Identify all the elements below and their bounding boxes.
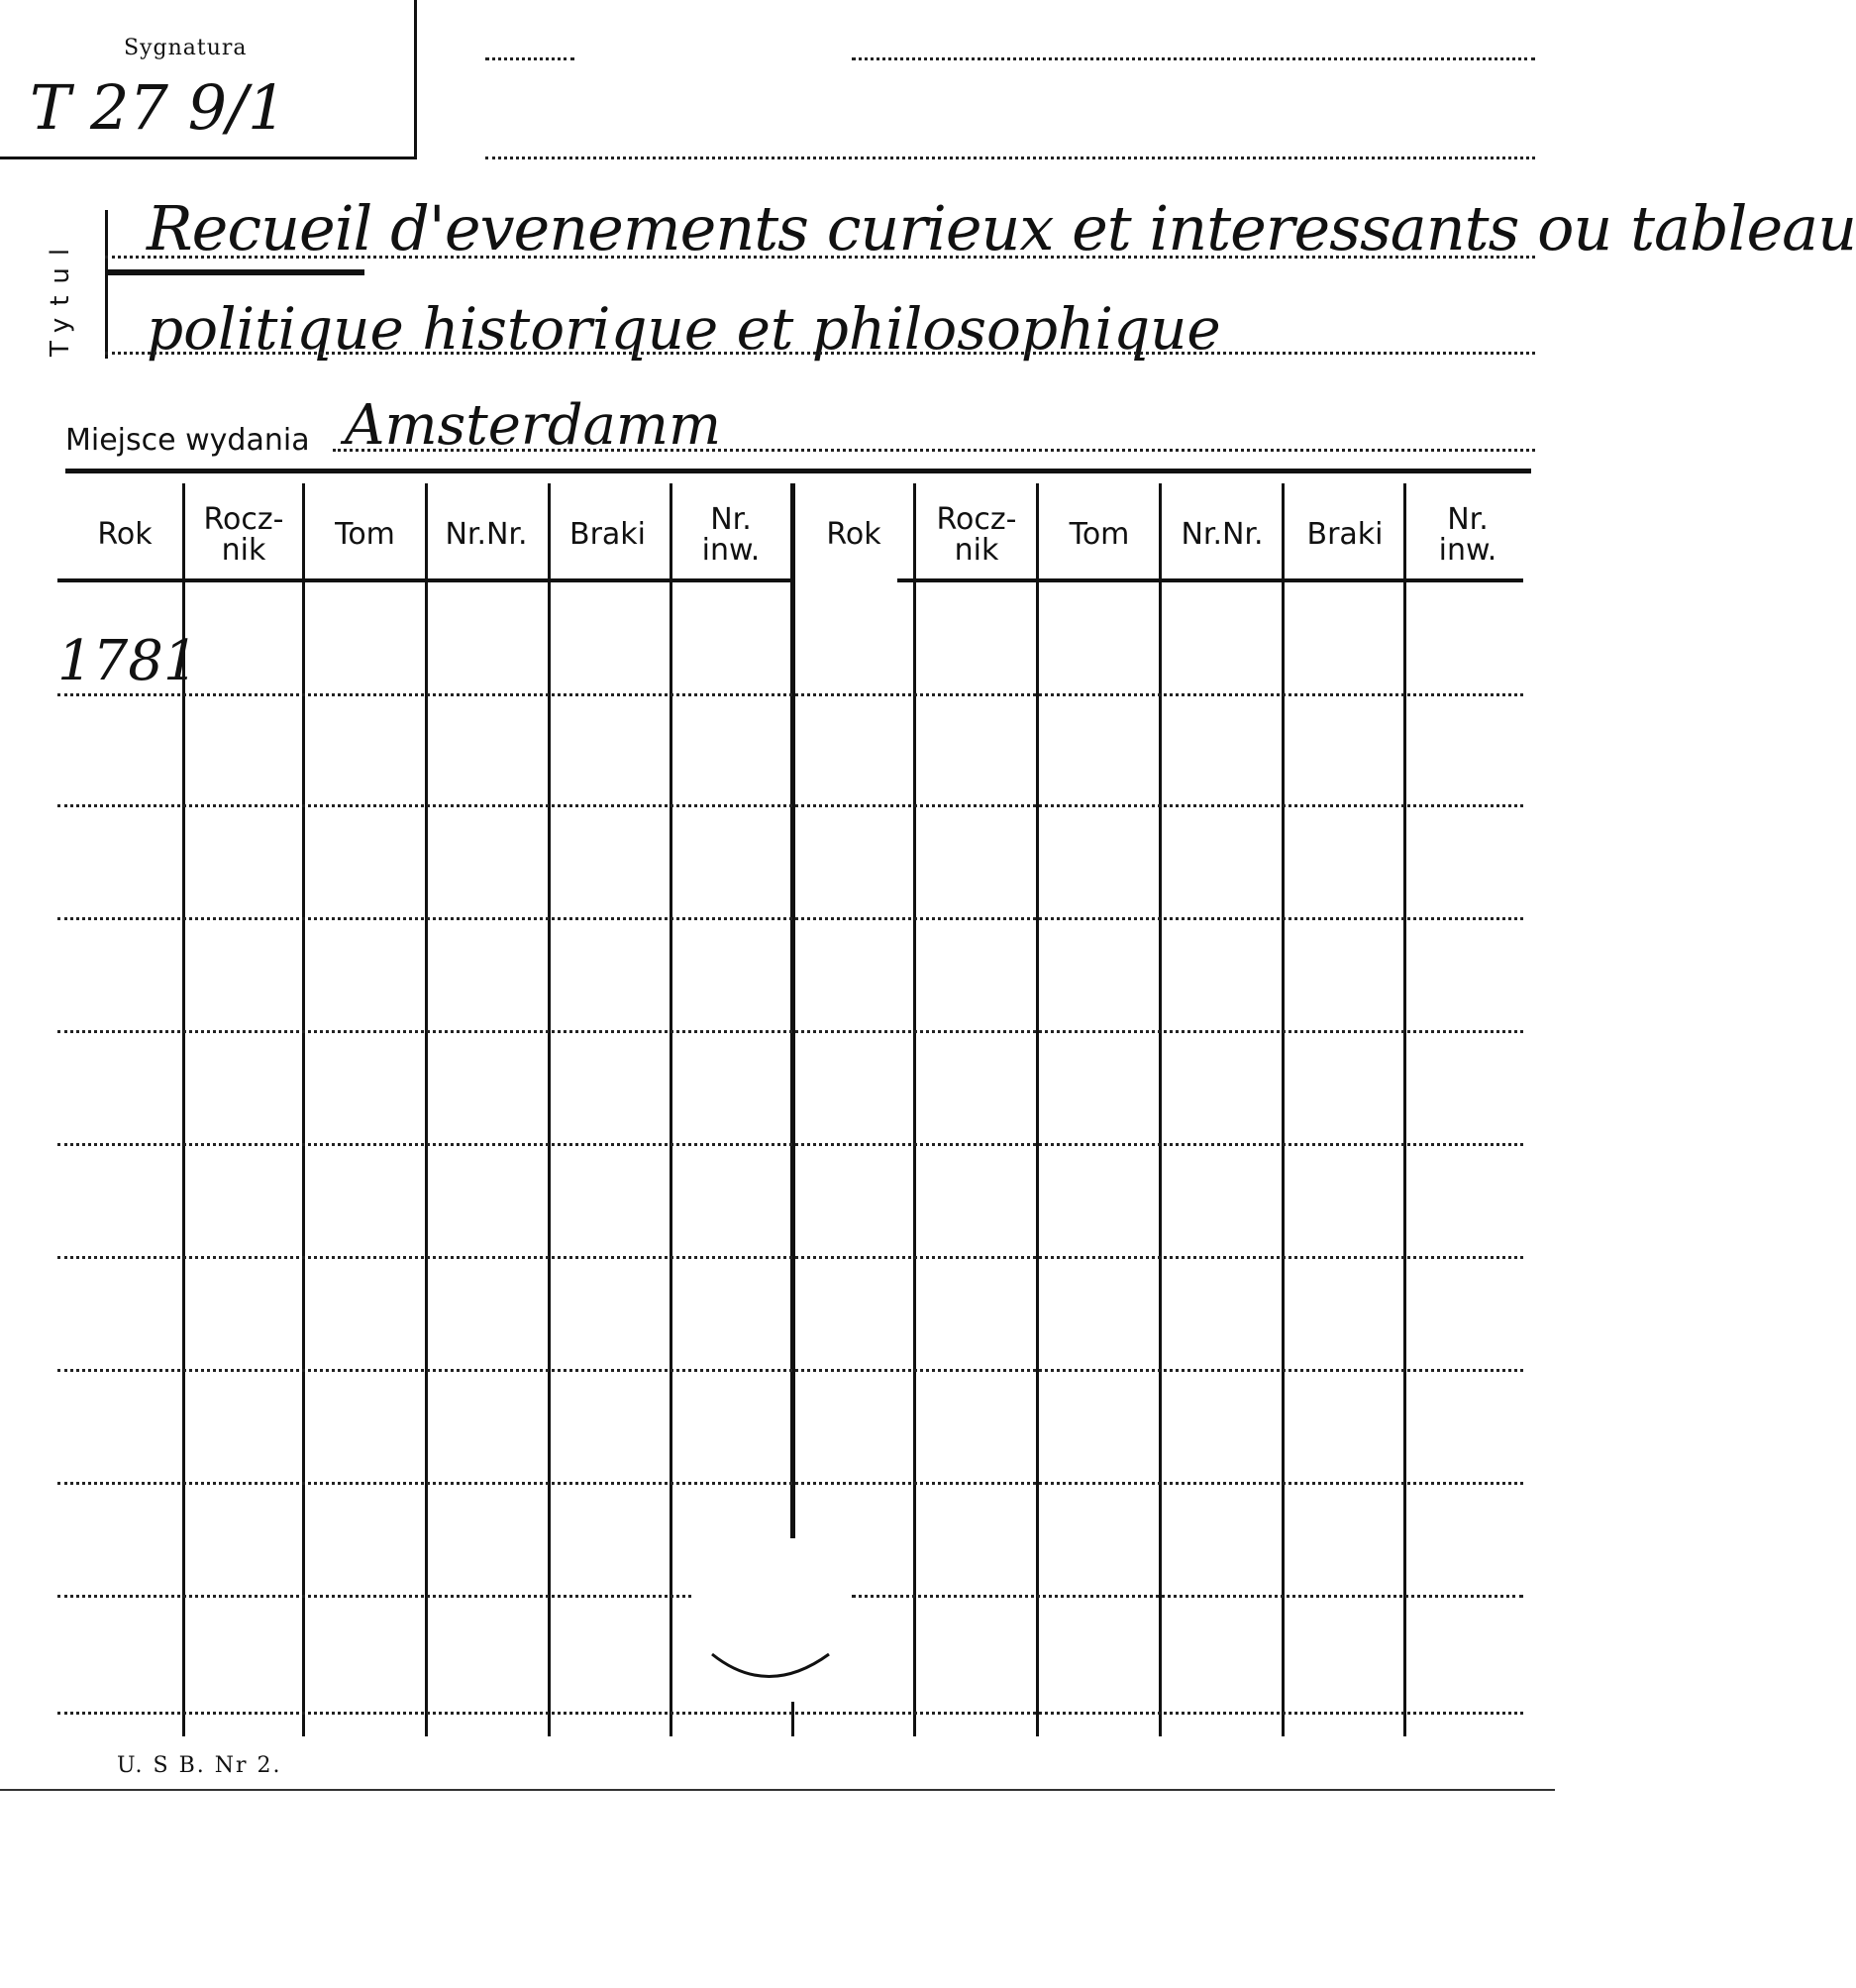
table-top-rule — [65, 469, 1531, 473]
header-nr-inw-right: Nr. inw. — [1438, 501, 1497, 568]
sygnatura-value: T 27 9/1 — [30, 71, 287, 144]
header-tom: Tom — [335, 517, 395, 553]
top-dotted-line-1a — [485, 57, 574, 60]
sygnatura-label: Sygnatura — [124, 36, 248, 60]
tytul-label: Tytul — [46, 236, 75, 357]
header-nrnr-right: Nr.Nr. — [1181, 517, 1264, 553]
header-nrnr: Nr.Nr. — [445, 517, 528, 553]
header-bottom-rule-right — [897, 578, 1523, 582]
top-dotted-line-1b — [852, 57, 1535, 60]
header-rocznik: Rocz- nik — [203, 501, 284, 568]
miejsce-label: Miejsce wydania — [65, 423, 310, 458]
entry-rok-1: 1781 — [57, 629, 199, 693]
punch-hole-arc — [708, 1644, 837, 1704]
tytul-underline — [105, 269, 364, 275]
tytul-line-2: politique historique et philosophique — [147, 295, 1221, 363]
tytul-dotted-line-2 — [105, 352, 1535, 355]
miejsce-value: Amsterdamm — [345, 393, 722, 458]
tytul-bracket — [105, 210, 108, 359]
header-braki: Braki — [568, 517, 646, 553]
card-bottom-edge — [0, 1789, 1555, 1791]
tytul-line-1: Recueil d'evenements curieux et interessants ou tableau — [147, 192, 1856, 264]
header-nr-inw: Nr. inw. — [701, 501, 761, 568]
top-dotted-line-2 — [485, 157, 1535, 159]
header-rok: Rok — [97, 517, 153, 553]
miejsce-dotted-line — [333, 449, 1535, 452]
header-braki-right: Braki — [1306, 517, 1384, 553]
header-rok-right: Rok — [826, 517, 881, 553]
header-tom-right: Tom — [1069, 517, 1130, 553]
header-rocznik-right: Rocz- nik — [936, 501, 1017, 568]
tytul-dotted-line-1 — [105, 256, 1535, 259]
form-number: U. S B. Nr 2. — [117, 1753, 282, 1778]
